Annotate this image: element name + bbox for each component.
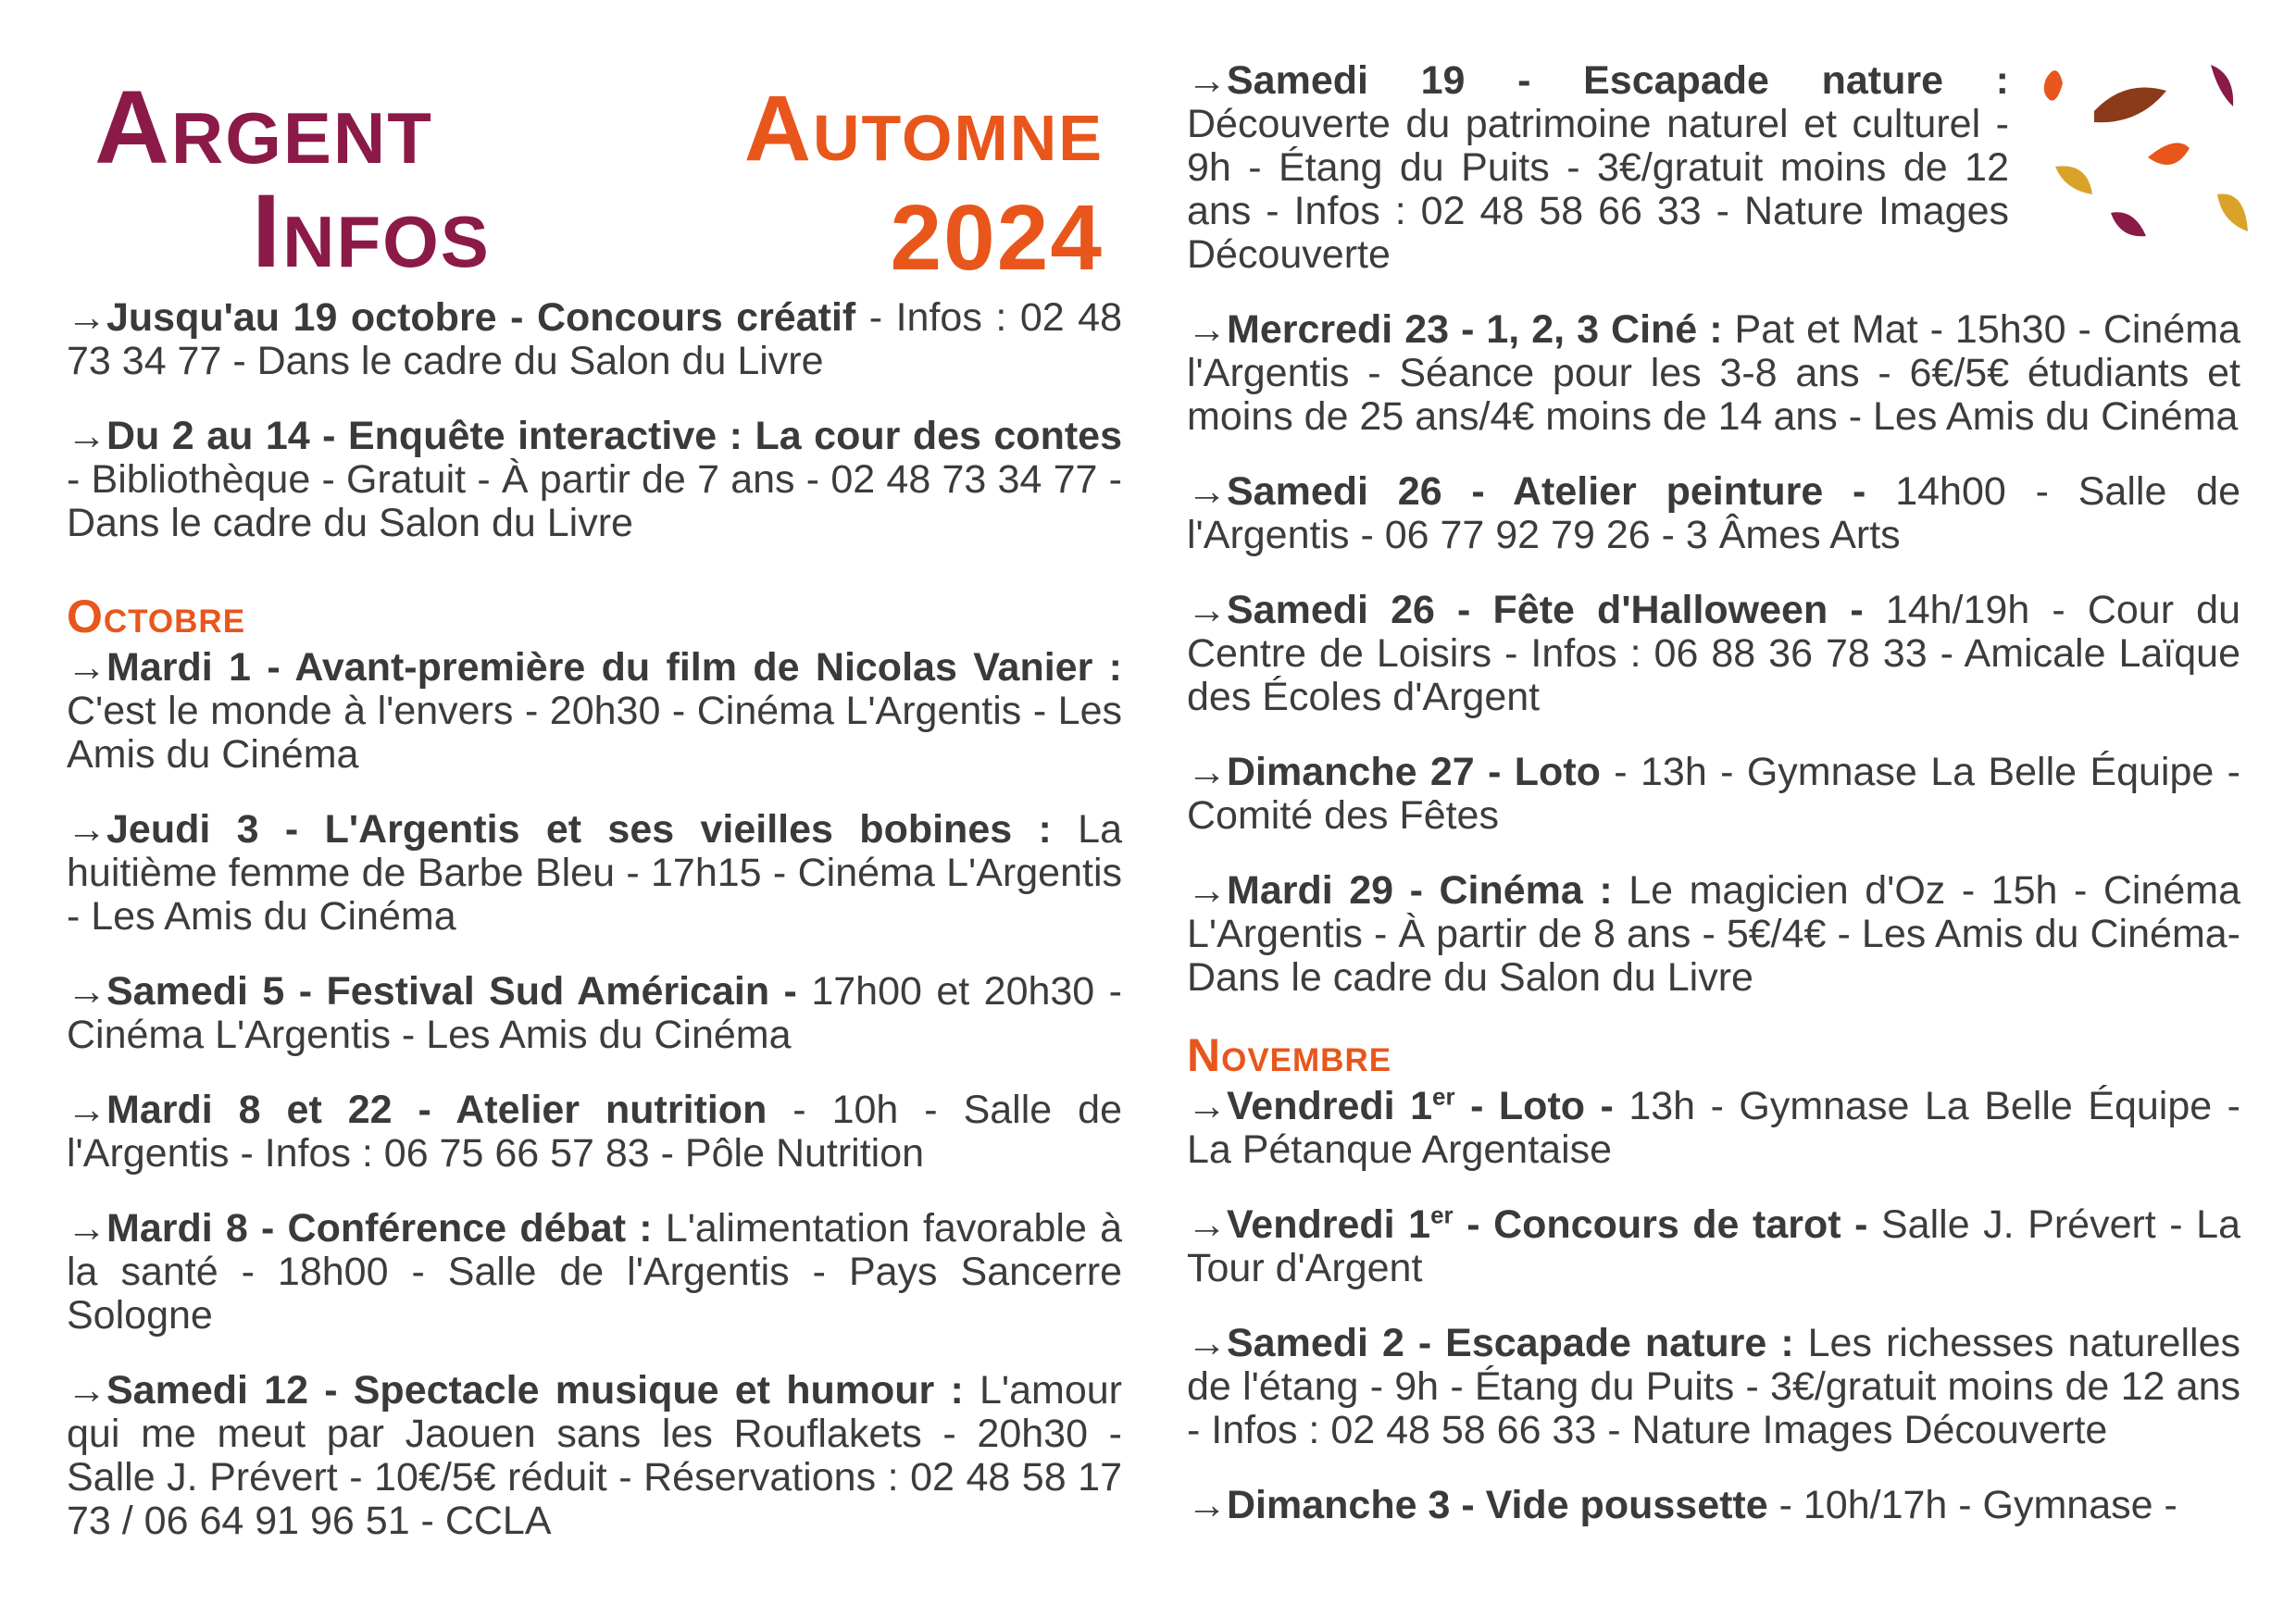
- title-right-line2: 2024: [890, 186, 1104, 290]
- entry-body: La huitième femme de Barbe Bleu - 17h15 - Cinéma L'Argentis - Les Amis du Cinéma: [67, 807, 1123, 939]
- entry-body: Salle J. Prévert - La Tour d'Argent: [1187, 1202, 2240, 1290]
- entry-body: - Bibliothèque - Gratuit - À partir de 7 ans - 02 48 73 34 77 - Dans le cadre du Salon du Livre: [67, 457, 1122, 545]
- arrow-icon: →: [1187, 1084, 1227, 1128]
- entry-body: L'amour qui me meut par Jaouen sans les Rouflakets - 20h30 - Salle J. Prévert - 10€/5€ réduit - Réservations : 02 48 58 17 73 / 06 64 91 96 51 - CCLA: [67, 1368, 1122, 1543]
- october-left-column: [67, 583, 1122, 1574]
- title-argent-infos: [94, 69, 491, 289]
- arrow-icon: →: [67, 807, 106, 852]
- event-entry: [67, 1089, 1122, 1176]
- entry-body: C'est le monde à l'envers - 20h30 - Cinéma L'Argentis - Les Amis du Cinéma: [67, 689, 1122, 777]
- entry-head: Du 2 au 14 - Enquête interactive : La cour des contes: [106, 414, 1122, 458]
- event-entry: [1187, 470, 2240, 557]
- ordinal-suffix: er: [1432, 1082, 1455, 1111]
- arrow-icon: →: [1187, 1202, 1227, 1247]
- entry-body: L'alimentation favorable à la santé - 18h00 - Salle de l'Argentis - Pays Sancerre Sologne: [67, 1206, 1122, 1338]
- arrow-icon: →: [67, 645, 106, 690]
- page-header: [67, 65, 1122, 290]
- arrow-icon: →: [1187, 868, 1227, 913]
- entry-body: 14h00 - Salle de l'Argentis - 06 77 92 79 26 - 3 Âmes Arts: [1187, 469, 2241, 557]
- entry-head: Samedi 5 - Festival Sud Américain -: [106, 969, 797, 1014]
- title-automne-2024: [744, 74, 1104, 292]
- entry-head-title: - Loto -: [1454, 1084, 1614, 1128]
- entry-head: Samedi 2 - Escapade nature :: [1227, 1321, 1794, 1365]
- october-right-column: [1187, 59, 2240, 1559]
- entry-head: Mercredi 23 - 1, 2, 3 Ciné :: [1227, 307, 1723, 352]
- entry-head: Samedi 26 - Atelier peinture -: [1227, 469, 1866, 514]
- arrow-icon: →: [1187, 750, 1227, 794]
- event-entry: [1187, 589, 2240, 719]
- intro-entry: [67, 296, 1122, 383]
- entry-body: - 10h/17h - Gymnase -: [1767, 1483, 2177, 1527]
- entry-body: - 13h - Gymnase La Belle Équipe - Comité des Fêtes: [1187, 750, 2240, 838]
- entry-head: Mardi 29 - Cinéma :: [1227, 868, 1613, 913]
- entry-body: 13h - Gymnase La Belle Équipe - La Pétanque Argentaise: [1187, 1084, 2240, 1172]
- intro-entries: [67, 296, 1122, 577]
- entry-head-day: Vendredi 1: [1227, 1202, 1431, 1247]
- event-entry: [1187, 308, 2240, 439]
- entry-head: Dimanche 3 - Vide poussette: [1227, 1483, 1768, 1527]
- intro-entry: [67, 415, 1122, 545]
- entry-head-title: - Concours de tarot -: [1453, 1202, 1868, 1247]
- arrow-icon: →: [1187, 588, 1227, 632]
- entry-body: Pat et Mat - 15h30 - Cinéma l'Argentis - Séance pour les 3-8 ans - 6€/5€ étudiants et moins de 25 ans/4€ moins de 14 ans - Les Amis du Cinéma: [1187, 307, 2240, 439]
- event-entry: [1187, 1484, 2240, 1527]
- entry-body: Le magicien d'Oz - 15h - Cinéma L'Argentis - À partir de 8 ans - 5€/4€ - Les Amis du Cinéma- Dans le cadre du Salon du Livre: [1187, 868, 2240, 1000]
- entry-head: Dimanche 27 - Loto: [1227, 750, 1601, 794]
- arrow-icon: →: [1187, 1483, 1227, 1527]
- month-heading-october: Octobre: [67, 591, 246, 642]
- entry-body: Découverte du patrimoine naturel et culturel - 9h - Étang du Puits - 3€/gratuit moins de 12 ans - Infos : 02 48 58 66 33 - Nature Images Découverte: [1187, 102, 2009, 277]
- entry-head: Mardi 8 - Conférence débat :: [106, 1206, 653, 1251]
- arrow-icon: →: [67, 414, 106, 458]
- event-entry: [1187, 59, 2240, 277]
- arrow-icon: →: [1187, 469, 1227, 514]
- entry-body: 17h00 et 20h30 - Cinéma L'Argentis - Les Amis du Cinéma: [67, 969, 1122, 1057]
- event-entry: [67, 1369, 1122, 1543]
- entry-body: Les richesses naturelles de l'étang - 9h - Étang du Puits - 3€/gratuit moins de 12 ans - Infos : 02 48 58 66 33 - Nature Images Découverte: [1187, 1321, 2240, 1452]
- entry-head: Mardi 8 et 22 - Atelier nutrition: [106, 1088, 767, 1132]
- event-entry: [1187, 1203, 2240, 1290]
- event-entry: [67, 646, 1122, 777]
- arrow-icon: →: [67, 1206, 106, 1251]
- title-right-line1: Automne: [743, 77, 1104, 180]
- entry-body: - 10h - Salle de l'Argentis - Infos : 06 75 66 57 83 - Pôle Nutrition: [67, 1088, 1122, 1176]
- entry-head: Jeudi 3 - L'Argentis et ses vieilles bobines :: [106, 807, 1052, 852]
- month-heading-november: Novembre: [1187, 1029, 1392, 1081]
- entry-head: Samedi 12 - Spectacle musique et humour :: [106, 1368, 964, 1413]
- arrow-icon: →: [67, 295, 106, 340]
- title-left-line2: Infos: [252, 173, 491, 289]
- entry-head: Samedi 26 - Fête d'Halloween -: [1227, 588, 1864, 632]
- arrow-icon: →: [67, 1088, 106, 1132]
- event-entry: [1187, 751, 2240, 838]
- entry-head: Samedi 19 - Escapade nature :: [1227, 58, 2009, 103]
- event-entry: [1187, 1082, 2240, 1172]
- entry-head-day: Vendredi 1: [1227, 1084, 1433, 1128]
- arrow-icon: →: [1187, 58, 1227, 103]
- ordinal-suffix: er: [1430, 1201, 1454, 1229]
- entry-head: [1227, 1084, 1614, 1128]
- arrow-icon: →: [67, 969, 106, 1014]
- entry-head: Mardi 1 - Avant-première du film de Nicolas Vanier :: [106, 645, 1122, 690]
- entry-body: 14h/19h - Cour du Centre de Loisirs - Infos : 06 88 36 78 33 - Amicale Laïque des Écoles d'Argent: [1187, 588, 2240, 719]
- event-entry: [67, 970, 1122, 1057]
- entry-body: - Infos : 02 48 73 34 77 - Dans le cadre du Salon du Livre: [67, 295, 1122, 383]
- event-entry: [1187, 1322, 2240, 1452]
- entry-head: Jusqu'au 19 octobre - Concours créatif: [106, 295, 856, 340]
- arrow-icon: →: [1187, 1321, 1227, 1365]
- arrow-icon: →: [1187, 307, 1227, 352]
- event-entry: [67, 1207, 1122, 1338]
- entry-head: [1227, 1202, 1867, 1247]
- event-entry: [67, 808, 1122, 939]
- title-left-line1: Argent: [94, 69, 433, 185]
- arrow-icon: →: [67, 1368, 106, 1413]
- event-entry: [1187, 869, 2240, 1000]
